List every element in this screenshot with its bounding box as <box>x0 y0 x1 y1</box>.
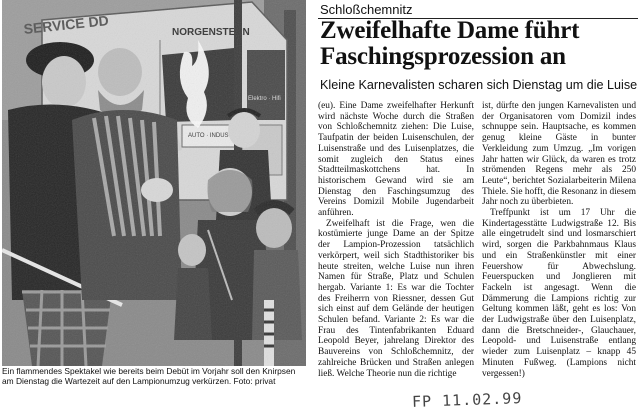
handwritten-date-note: FP 11.02.99 <box>411 389 523 411</box>
paragraph: Treffpunkt ist um 17 Uhr die Kindertagesstätte Ludwigstraße 12. Bis alle eingetrudelt sind und losmarschiert wird, sorgen die Parkbahnmaus Klaus und ein Straßenkünstler mit einer Feuershow für Abwechslung. Feuerspucken und Jonglieren mit Fackeln ist angesagt. Wenn die Dämmerung die Lampions richtig zur Geltung kommen läßt, geht es los: Von der Ludwigstraße über den Luisenplatz, dann die Bretschneider-, Glauchauer, Leopold- und Luisenstraße entlang wieder zum Luisenplatz – knapp 45 Minuten Fußweg. (Lampions nicht vergessen!) <box>482 208 636 379</box>
photo-scene <box>2 0 306 366</box>
section-label: Schloßchemnitz <box>320 2 413 17</box>
photo-caption: Ein flammendes Spektakel wie bereits beim Debüt im Vorjahr soll den Knirpsen am Dienstag die Wartezeit auf den Lampionumzug verkürzen. Foto: privat <box>2 366 296 386</box>
paragraph: (eu). Eine Dame zweifelhafter Herkunft wird nächste Woche durch die Straßen von Schloßchemnitz ziehen: Die Luise, Taufpatin der beiden Luisenschulen, der Luisenstraße und des Luisenplatzes, die somit zugleich den Status eines Stadtteilmaskottchens hat. In historischem Gewand wird sie am Dienstag den Faschingsumzug des Vereins Domizil Mobile Jugendarbeit anführen. <box>318 101 474 219</box>
paragraph: Zweifelhaft ist die Frage, wen die kostümierte junge Dame an der Spitze der Lampion-Prozession tatsächlich verkörpert, weil sich Stadthistoriker bis heute streiten, welche Luise nun ihren Namen für Straße, Platz und Schulen hergab. Variante 1: Es war die Tochter des Freiherrn von Riessner, dessen Gut sich einst auf dem Gelände der heutigen Schulen befand. Variante 2: Es war die Frau des Tintenfabrikanten Eduard Leopold Beyer, jahrelang Direktor des Bauvereins von Schloßchemnitz, der zahlreiche Brücken und Straßen anlegen ließ. Welche Theorie nun die richtige <box>318 218 474 379</box>
body-column-1 <box>318 101 474 379</box>
article-photo <box>2 0 306 366</box>
paragraph: ist, dürfte den jungen Karnevalisten und der Organisatoren vom Domizil indes schnuppe sein. Hauptsache, es kommen genug kleine Gäste in bunter Verkleidung zum Umzug. „Im vorigen Jahr hatten wir Glück, da waren es trotz strömenden Regens mehr als 250 Leute“, berichtet Sozialarbeiterin Milena Thiele. Sie hofft, die Resonanz in diesem Jahr noch zu überbieten. <box>482 101 636 208</box>
body-column-2 <box>482 101 636 379</box>
subheadline: Kleine Karnevalisten scharen sich Dienstag um die Luise <box>320 78 638 92</box>
headline: Zweifelhafte Dame führt Faschingsprozession an <box>320 17 580 70</box>
